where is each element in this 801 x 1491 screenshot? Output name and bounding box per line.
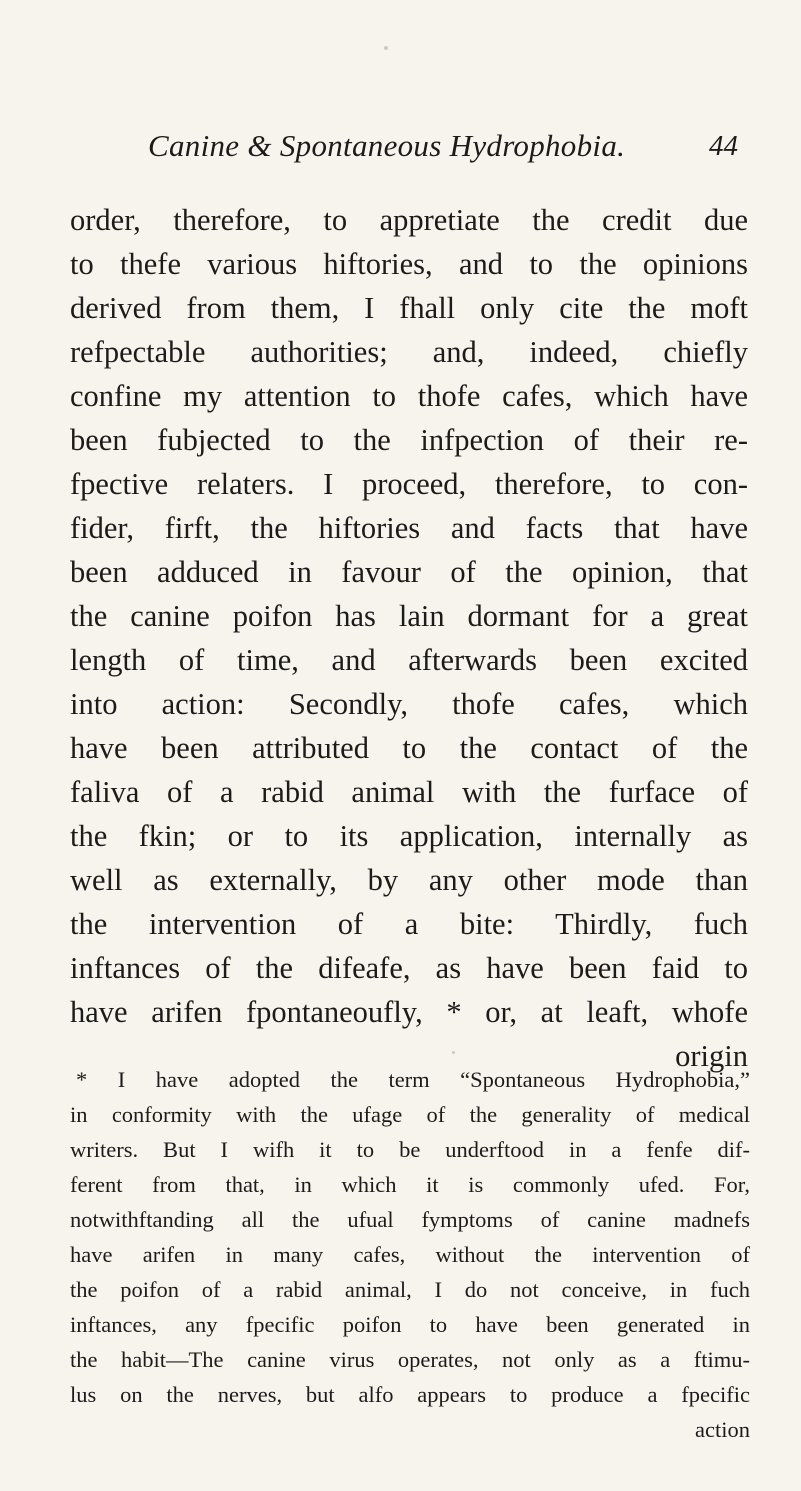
text-line: to thefe various hiftories, and to the opinions	[70, 247, 748, 281]
body-text	[70, 198, 748, 1078]
text-line: fider, firft, the hiftories and facts that have	[70, 511, 748, 545]
text-line: the canine poifon has lain dormant for a great	[70, 599, 748, 633]
paper-speck	[384, 46, 388, 50]
paper-speck	[250, 1012, 253, 1015]
footnote-line: the poifon of a rabid animal, I do not conceive, in fuch	[70, 1277, 750, 1302]
text-line: confine my attention to thofe cafes, which have	[70, 379, 748, 413]
text-line: inftances of the difeafe, as have been faid to	[70, 951, 748, 985]
footnote-line: have arifen in many cafes, without the intervention of	[70, 1242, 750, 1267]
text-line: well as externally, by any other mode than	[70, 863, 748, 897]
text-line: into action: Secondly, thofe cafes, which	[70, 687, 748, 721]
footnote-line: the habit—The canine virus operates, not only as a ftimu-	[70, 1347, 750, 1372]
running-title: Canine & Spontaneous Hydrophobia.	[148, 128, 626, 163]
footnote-line: ferent from that, in which it is commonly ufed. For,	[70, 1172, 750, 1197]
footnote-catchword: action	[695, 1417, 750, 1442]
text-line: order, therefore, to appretiate the credit due	[70, 203, 748, 237]
footnote	[70, 1062, 750, 1447]
text-line: have arifen fpontaneoufly, * or, at leaft, whofe	[70, 995, 748, 1029]
footnote-line: * I have adopted the term “Spontaneous Hydrophobia,”	[76, 1067, 750, 1092]
paper-speck	[452, 1051, 455, 1054]
footnote-line: in conformity with the ufage of the generality of medical	[70, 1102, 750, 1127]
text-line: faliva of a rabid animal with the furface of	[70, 775, 748, 809]
text-line: been fubjected to the infpection of their re-	[70, 423, 748, 457]
footnote-line: inftances, any fpecific poifon to have been generated in	[70, 1312, 750, 1337]
footnote-line: lus on the nerves, but alfo appears to produce a fpecific	[70, 1382, 750, 1407]
footnote-line: writers. But I wifh it to be underftood in a fenfe dif-	[70, 1137, 750, 1162]
text-line: the fkin; or to its application, internally as	[70, 819, 748, 853]
text-line: derived from them, I fhall only cite the moft	[70, 291, 748, 325]
text-line: length of time, and afterwards been excited	[70, 643, 748, 677]
text-line: refpectable authorities; and, indeed, chiefly	[70, 335, 748, 369]
text-line: been adduced in favour of the opinion, that	[70, 555, 748, 589]
page-number: 44	[709, 130, 738, 162]
text-line: have been attributed to the contact of the	[70, 731, 748, 765]
text-line: the intervention of a bite: Thirdly, fuch	[70, 907, 748, 941]
text-line: fpective relaters. I proceed, therefore, to con-	[70, 467, 748, 501]
footnote-line: notwithftanding all the ufual fymptoms of canine madnefs	[70, 1207, 750, 1232]
running-head	[148, 128, 738, 168]
catchword: origin	[675, 1039, 748, 1073]
